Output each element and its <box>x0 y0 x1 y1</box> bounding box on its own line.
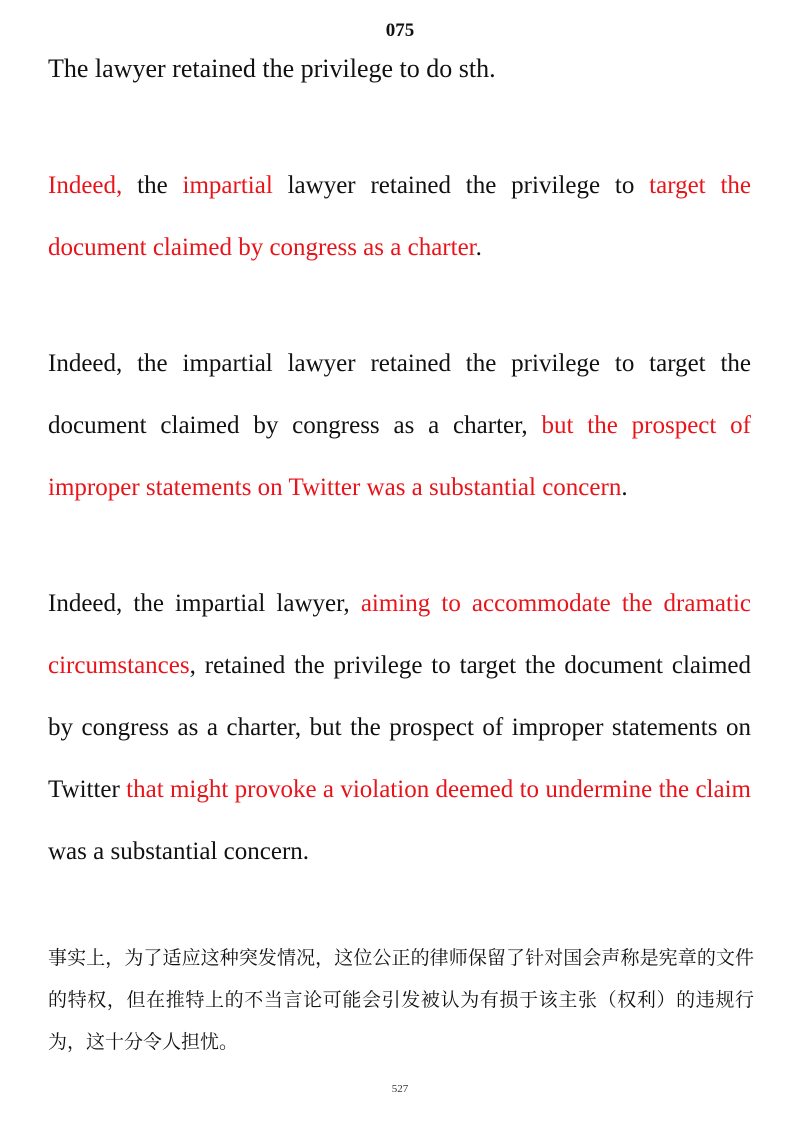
paragraph-2 <box>48 333 751 519</box>
body-text: , retained the privilege to target the document claimed by congress as a charter, but the prospect of improper statements on Twitter <box>48 652 751 803</box>
highlight-text: impartial <box>182 172 273 199</box>
chinese-translation: 事实上，为了适应这种突发情况，这位公正的律师保留了针对国会声称是宪章的文件的特权，但在推特上的不当言论可能会引发被认为有损于该主张（权利）的违规行为，这十分令人担忧。 <box>48 947 754 1053</box>
body-text: was a substantial concern. <box>48 838 310 865</box>
paragraph-1 <box>48 155 751 279</box>
body-text: Indeed, the impartial lawyer retained the privilege to target the document claimed by congress as a charter, <box>48 350 751 439</box>
highlight-text: aiming to accommodate the dramatic circumstances <box>48 590 751 679</box>
paragraph-3 <box>48 573 751 883</box>
body-text: the <box>122 172 183 199</box>
highlight-text: target the document claimed by congress as a charter <box>48 172 752 261</box>
body-text: Indeed, the impartial lawyer, <box>48 590 361 617</box>
highlight-text: but the prospect of improper statements on Twitter was a substantial concern <box>48 412 751 501</box>
highlight-text: Indeed, <box>48 172 123 199</box>
highlight-text: that might provoke a violation deemed to undermine the claim <box>126 776 751 803</box>
page-number: 527 <box>391 1083 409 1095</box>
body-text: . <box>621 474 628 501</box>
body-text: . <box>475 234 482 261</box>
base-sentence: The lawyer retained the privilege to do sth. <box>48 54 496 83</box>
page-label: 075 <box>385 20 415 41</box>
body-text: lawyer retained the privilege to <box>272 172 650 199</box>
